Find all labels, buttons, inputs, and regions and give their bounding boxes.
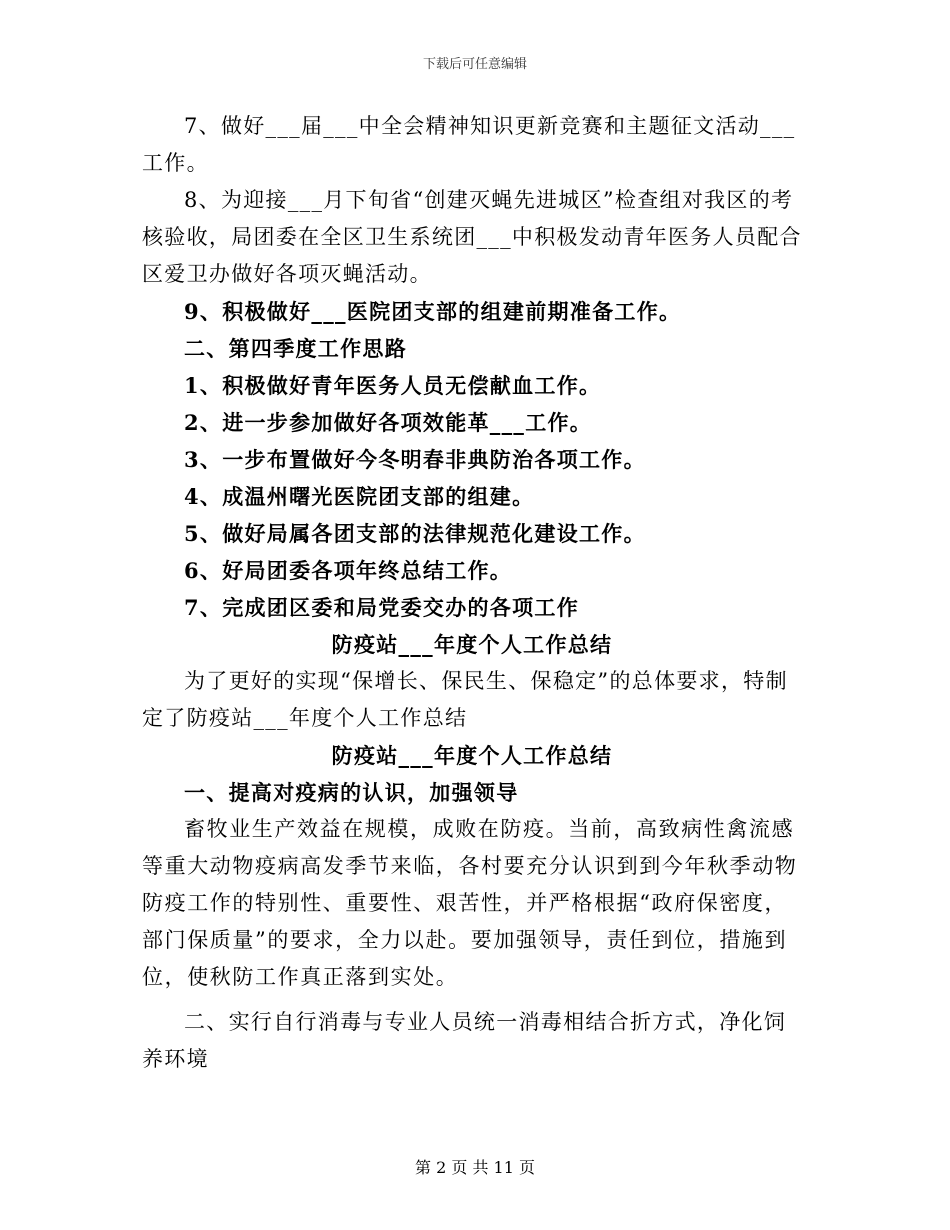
section-heading-1: 一、提高对疫病的认识，加强领导 <box>184 780 519 805</box>
q4-item-1: 1、积极做好青年医务人员无偿献血工作。 <box>184 373 602 398</box>
paragraph-item-8: 8、为迎接___月下旬省“创建灭蝇先进城区”检查组对我区的考核验收，局团委在全区卫生系统团___中积极发动青年医务人员配合区爱卫办做好各项灭蝇活动。 <box>142 188 802 286</box>
paragraph-item-7: 7、做好___届___中全会精神知识更新竞赛和主题征文活动___工作。 <box>142 114 796 175</box>
q4-item-6: 6、好局团委各项年终总结工作。 <box>184 558 513 583</box>
section-1-body: 畜牧业生产效益在规模，成败在防疫。当前，高致病性禽流感等重大动物疫病高发季节来临，各村要充分认识到到今年秋季动物防疫工作的特别性、重要性、艰苦性，并严格根据“政府保密度，部门保质量”的要求，全力以赴。要加强领导，责任到位，措施到位，使秋防工作真正落到实处。 <box>142 817 798 989</box>
paragraph-item-9: 9、积极做好___医院团支部的组建前期准备工作。 <box>184 299 682 324</box>
page-header: 下载后可任意编辑 <box>422 57 527 72</box>
document-body <box>142 108 802 1078</box>
q4-item-3: 3、一步布置做好今冬明春非典防治各项工作。 <box>184 447 646 472</box>
section-heading-q4: 二、第四季度工作思路 <box>184 336 407 361</box>
intro-paragraph: 为了更好的实现“保增长、保民生、保稳定”的总体要求，特制定了防疫站___年度个人工作总结 <box>142 669 788 730</box>
q4-item-5: 5、做好局属各团支部的法律规范化建设工作。 <box>184 521 646 546</box>
document-title-2: 防疫站___年度个人工作总结 <box>331 743 613 768</box>
page-footer: 第 2 页 共 11 页 <box>415 1158 535 1177</box>
q4-item-7: 7、完成团区委和局党委交办的各项工作 <box>184 595 580 620</box>
section-heading-2: 二、实行自行消毒与专业人员统一消毒相结合折方式，净化饲养环境 <box>142 1010 787 1071</box>
document-title-1: 防疫站___年度个人工作总结 <box>331 632 613 657</box>
q4-item-4: 4、成温州曙光医院团支部的组建。 <box>184 484 535 509</box>
q4-item-2: 2、进一步参加做好各项效能革___工作。 <box>184 410 593 435</box>
